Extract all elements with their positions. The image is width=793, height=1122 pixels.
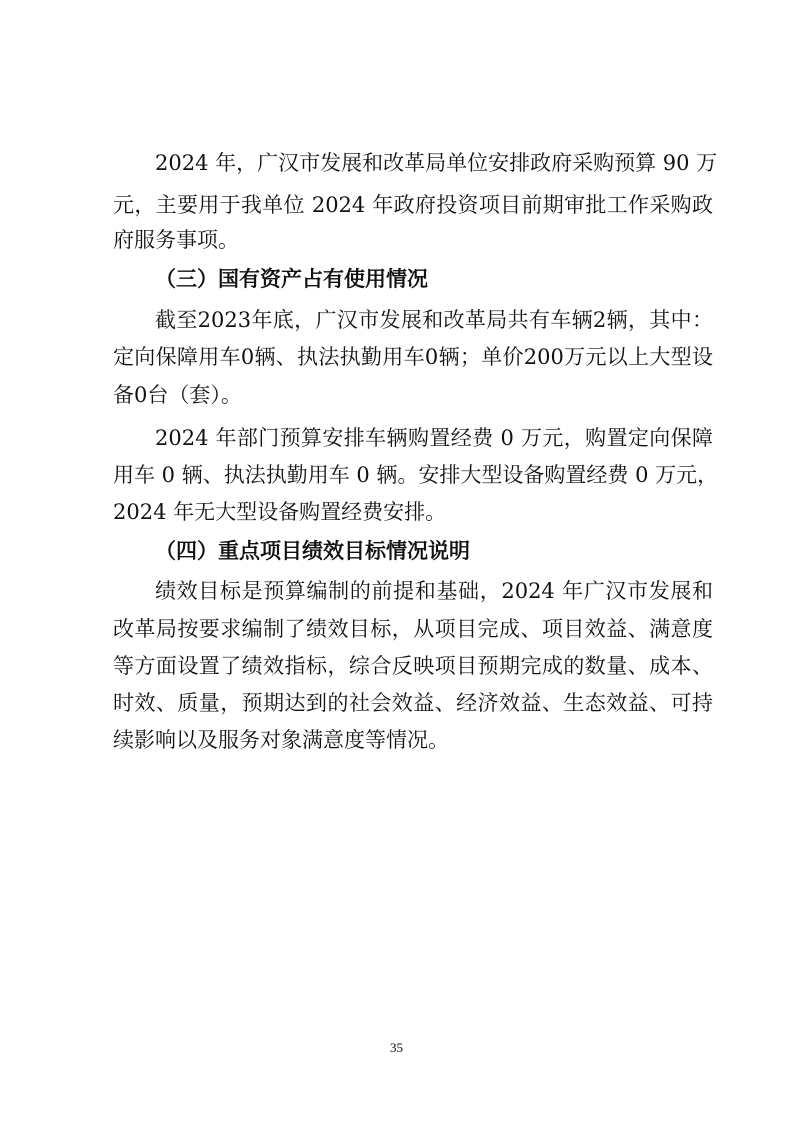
asset-line-1: 截至2023年底，广汉市发展和改革局共有车辆2辆，其中： [155, 308, 713, 332]
procurement-line-3: 府服务事项。 [113, 228, 239, 252]
procurement-line-1: 2024 年，广汉市发展和改革局单位安排政府采购预算 90 万 [155, 151, 718, 175]
performance-line-4: 时效、质量，预期达到的社会效益、经济效益、生态效益、可持 [113, 691, 713, 715]
performance-line-1: 绩效目标是预算编制的前提和基础，2024 年广汉市发展和 [155, 579, 713, 603]
performance-section-heading: （四）重点项目绩效目标情况说明 [155, 539, 470, 563]
performance-line-3: 等方面设置了绩效指标，综合反映项目预期完成的数量、成本、 [113, 654, 713, 678]
vehicle-budget-line-3: 2024 年无大型设备购置经费安排。 [113, 500, 447, 524]
vehicle-budget-line-1: 2024 年部门预算安排车辆购置经费 0 万元，购置定向保障 [155, 426, 713, 450]
asset-section-heading: （三）国有资产占有使用情况 [155, 267, 428, 291]
procurement-line-2: 元，主要用于我单位 2024 年政府投资项目前期审批工作采购政 [113, 193, 713, 217]
performance-line-2: 改革局按要求编制了绩效目标，从项目完成、项目效益、满意度 [113, 617, 713, 641]
performance-line-5: 续影响以及服务对象满意度等情况。 [113, 728, 449, 752]
asset-line-2: 定向保障用车0辆、执法执勤用车0辆；单价200万元以上大型设 [113, 345, 713, 369]
asset-line-3: 备0台（套）。 [113, 383, 242, 407]
page-number: 35 [390, 1040, 403, 1055]
vehicle-budget-line-2: 用车 0 辆、执法执勤用车 0 辆。安排大型设备购置经费 0 万元， [113, 463, 719, 487]
